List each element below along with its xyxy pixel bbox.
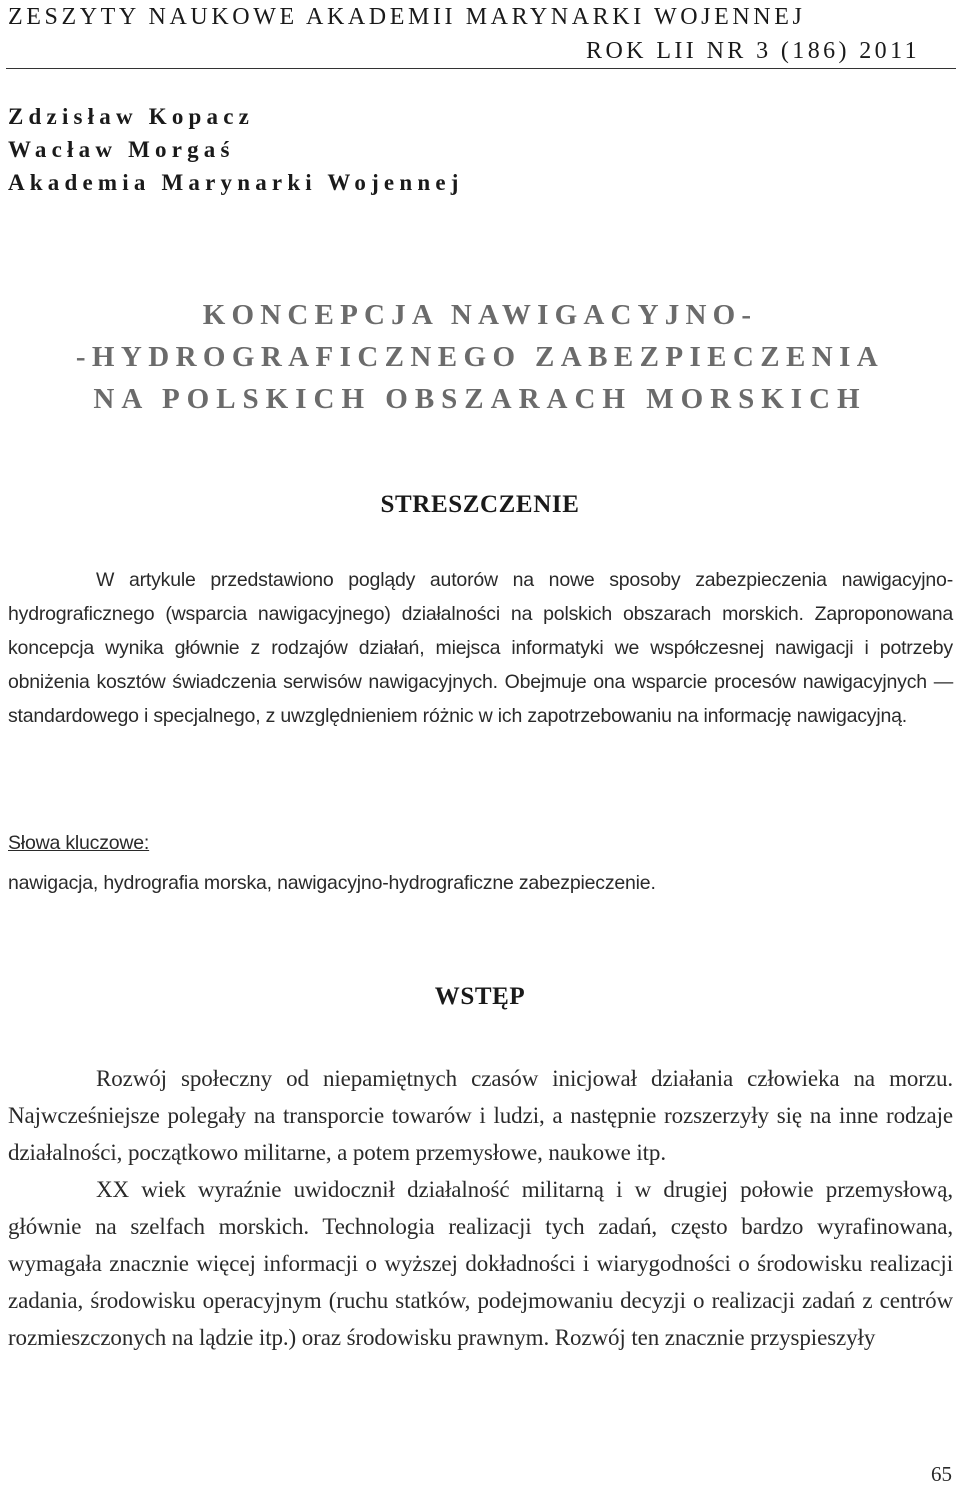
- title-line: -HYDROGRAFICZNEGO ZABEZPIECZENIA: [75, 341, 885, 373]
- title-line: NA POLSKICH OBSZARACH MORSKICH: [93, 383, 867, 415]
- body-paragraph: Rozwój społeczny od niepamiętnych czasów inicjował działania człowieka na morzu. Najwcześniejsze polegały na transporcie towarów i ludzi, a następnie rozszerzyły się na inne rodzaje działalności, początkowo militarne, a potem przemysłowe, naukowe itp.: [8, 1066, 953, 1165]
- abstract-text: W artykule przedstawiono poglądy autorów na nowe sposoby zabezpieczenia nawigacyjno-hydrograficznego (wsparcia nawigacyjnego) działalności na polskich obszarach morskich. Zaproponowana koncepcja wynika głównie z rodzajów działań, miejsca informatyki we współczesnej nawigacji i potrzeby obniżenia kosztów świadczenia serwisów nawigacyjnych. Obejmuje ona wsparcie procesów nawigacyjnych — standardowego i specjalnego, z uwzględnieniem różnic w ich zapotrzebowaniu na informację nawigacyjną.: [8, 569, 953, 727]
- title-line: KONCEPCJA NAWIGACYJNO-: [202, 299, 758, 331]
- author-name: Zdzisław Kopacz: [8, 104, 255, 129]
- keywords-text: nawigacja, hydrografia morska, nawigacyjno-hydrograficzne zabezpieczenie.: [8, 872, 656, 894]
- header-divider: [6, 68, 956, 69]
- keywords-label: Słowa kluczowe:: [8, 832, 150, 854]
- journal-title: ZESZYTY NAUKOWE AKADEMII MARYNARKI WOJENNEJ: [8, 4, 806, 30]
- section-heading: WSTĘP: [434, 983, 526, 1010]
- author-name: Wacław Morgaś: [8, 137, 235, 162]
- journal-issue: ROK LII NR 3 (186) 2011: [586, 38, 920, 64]
- article-title: [0, 294, 960, 420]
- author-affiliation: Akademia Marynarki Wojennej: [8, 170, 464, 195]
- author-block: [8, 100, 464, 199]
- page-number: 65: [931, 1462, 952, 1486]
- abstract-heading: STRESZCZENIE: [380, 491, 580, 518]
- intro-body: [8, 1060, 953, 1356]
- body-paragraph: XX wiek wyraźnie uwidocznił działalność militarną i w drugiej połowie przemysłową, głównie na szelfach morskich. Technologia realizacji tych zadań, często bardzo wyrafinowana, wymagała znacznie więcej informacji o wyższej dokładności i wiarygodności o środowisku realizacji zadania, środowisku operacyjnym (ruchu statków, podejmowaniu decyzji o realizacji zadań z centrów rozmieszczonych na lądzie itp.) oraz środowisku prawnym. Rozwój ten znacznie przyspieszyły: [8, 1177, 953, 1350]
